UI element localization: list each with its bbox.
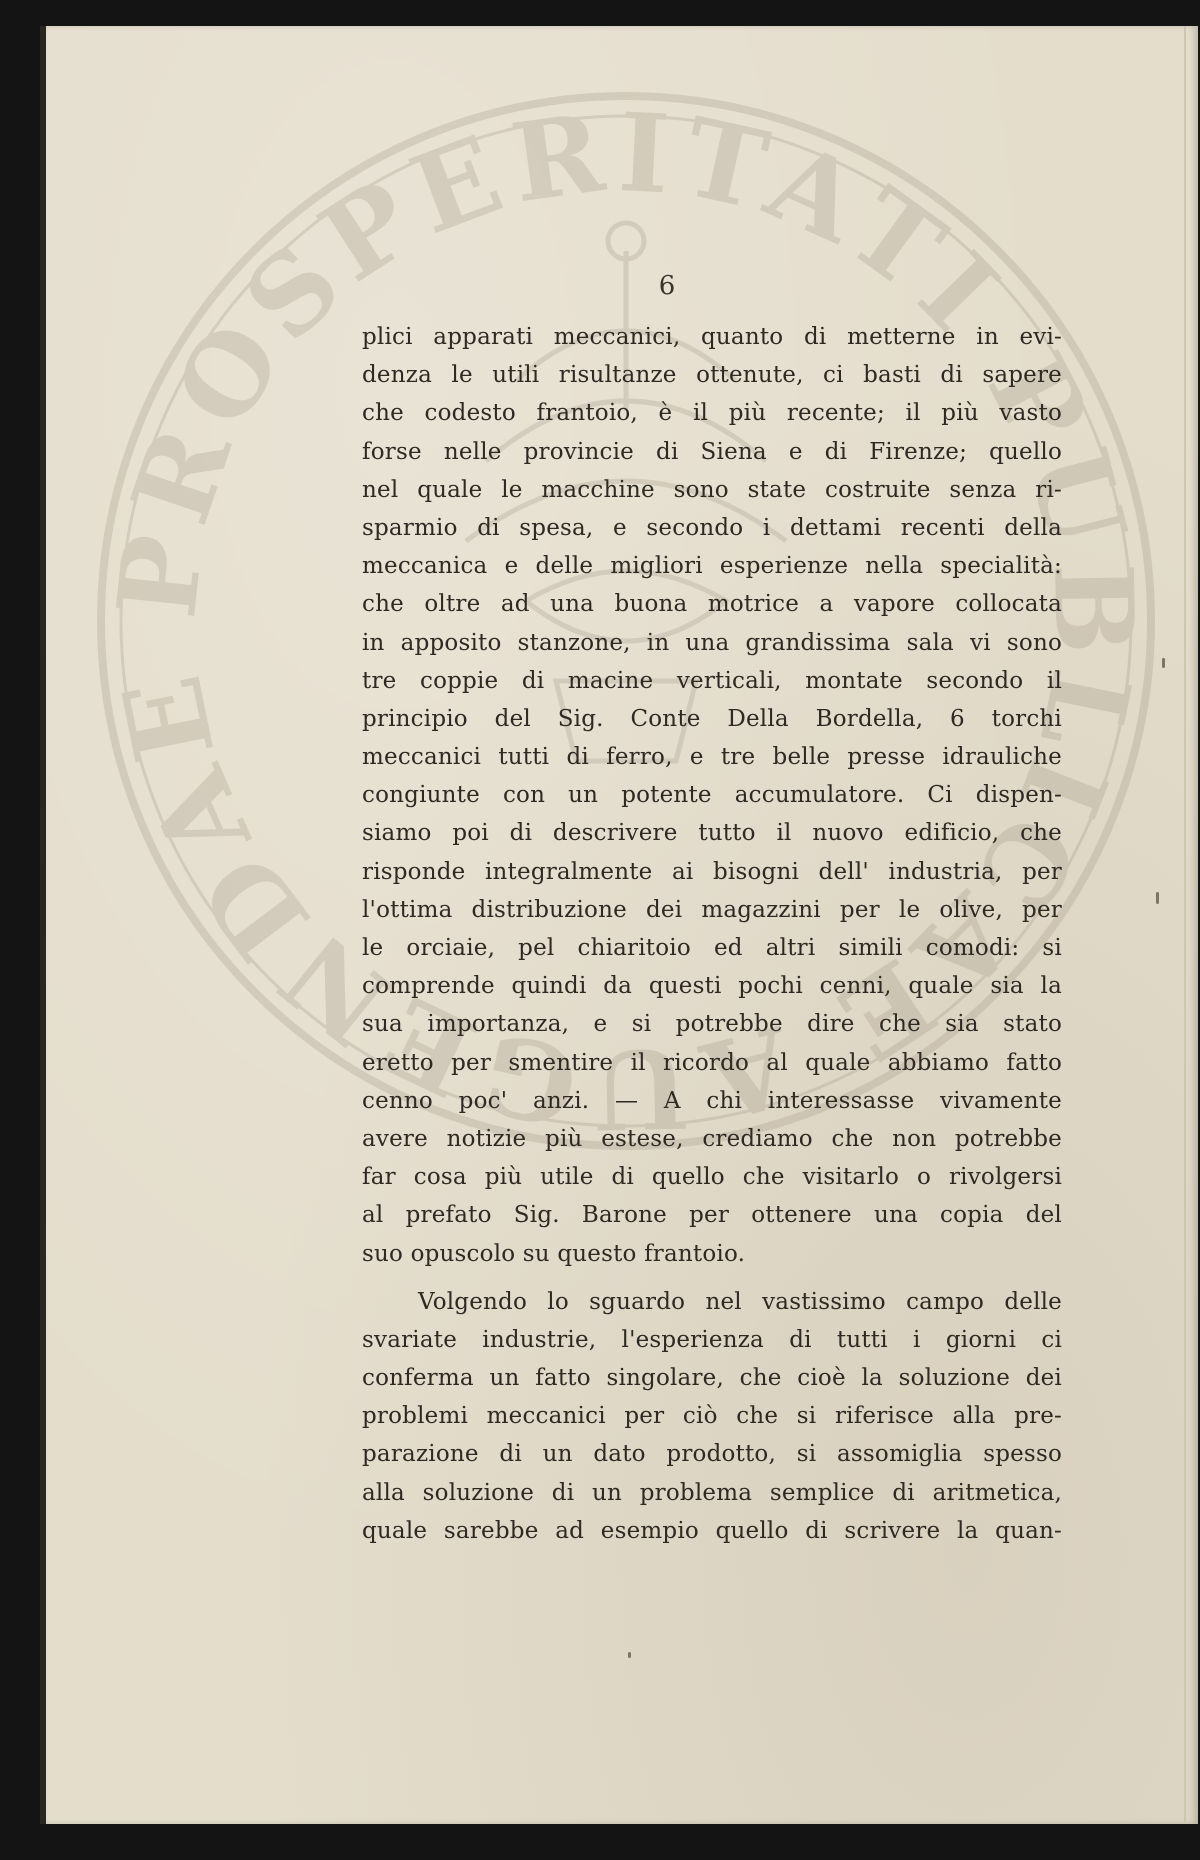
text-line: siamo poi di descrivere tutto il nuovo edificio, che	[362, 820, 1062, 847]
paper-speck	[1156, 892, 1159, 904]
paper-speck	[628, 1652, 631, 1658]
text-line: comprende quindi da questi pochi cenni, quale sia la	[362, 973, 1062, 1000]
text-line: meccanici tutti di ferro, e tre belle presse idrauliche	[362, 744, 1062, 771]
text-line: che oltre ad una buona motrice a vapore collocata	[362, 591, 1062, 618]
text-line: eretto per smentire il ricordo al quale abbiamo fatto	[362, 1049, 1062, 1076]
text-line: sparmio di spesa, e secondo i dettami recenti della	[362, 514, 1062, 541]
text-line: plici apparati meccanici, quanto di metterne in evi-	[362, 324, 1062, 350]
page-number: 6	[658, 271, 676, 301]
text-line: congiunte con un potente accumulatore. Ci dispen-	[362, 782, 1062, 809]
text-line: cenno poc' anzi. — A chi interessasse vivamente	[362, 1087, 1062, 1114]
text-line: suo opuscolo su questo frantoio.	[362, 1240, 746, 1267]
text-line: risponde integralmente ai bisogni dell' industria, per	[362, 858, 1062, 885]
text-line: che codesto frantoio, è il più recente; il più vasto	[362, 400, 1062, 427]
body-text	[362, 318, 1062, 1550]
text-line: alla soluzione di un problema semplice di aritmetica,	[362, 1479, 1062, 1506]
text-line: le orciaie, pel chiaritoio ed altri simili comodi: si	[362, 935, 1062, 961]
stamp-text: PROSPERITATI PUBLICAE AUGENDAE	[94, 88, 1157, 1153]
text-line: l'ottima distribuzione dei magazzini per le olive, per	[362, 896, 1062, 923]
text-line: sua importanza, e si potrebbe dire che sia stato	[362, 1011, 1062, 1038]
text-line: svariate industrie, l'esperienza di tutti i giorni ci	[362, 1326, 1062, 1353]
text-line: problemi meccanici per ciò che si riferisce alla pre-	[362, 1403, 1062, 1430]
text-line: in apposito stanzone, in una grandissima sala vi sono	[362, 629, 1062, 656]
text-line: far cosa più utile di quello che visitarlo o rivolgersi	[362, 1164, 1062, 1191]
text-line: tre coppie di macine verticali, montate secondo il	[362, 667, 1062, 694]
text-line: forse nelle provincie di Siena e di Firenze; quello	[362, 438, 1062, 465]
book-page	[40, 26, 1198, 1824]
text-line: parazione di un dato prodotto, si assomiglia spesso	[362, 1441, 1062, 1468]
text-line: principio del Sig. Conte Della Bordella, 6 torchi	[362, 705, 1062, 732]
text-line: conferma un fatto singolare, che cioè la soluzione dei	[362, 1365, 1062, 1392]
text-line: nel quale le macchine sono state costruite senza ri-	[362, 476, 1062, 503]
text-line: Volgendo lo sguardo nel vastissimo campo delle	[418, 1288, 1062, 1315]
text-line: meccanica e delle migliori esperienze nella specialità:	[362, 553, 1062, 580]
text-line: quale sarebbe ad esempio quello di scrivere la quan-	[362, 1517, 1062, 1544]
text-line: avere notizie più estese, crediamo che non potrebbe	[362, 1125, 1062, 1152]
paper-speck	[1162, 658, 1165, 668]
text-line: denza le utili risultanze ottenute, ci basti di sapere	[362, 362, 1062, 389]
paragraph-gap	[362, 1273, 1062, 1283]
text-line: al prefato Sig. Barone per ottenere una copia del	[362, 1202, 1062, 1229]
